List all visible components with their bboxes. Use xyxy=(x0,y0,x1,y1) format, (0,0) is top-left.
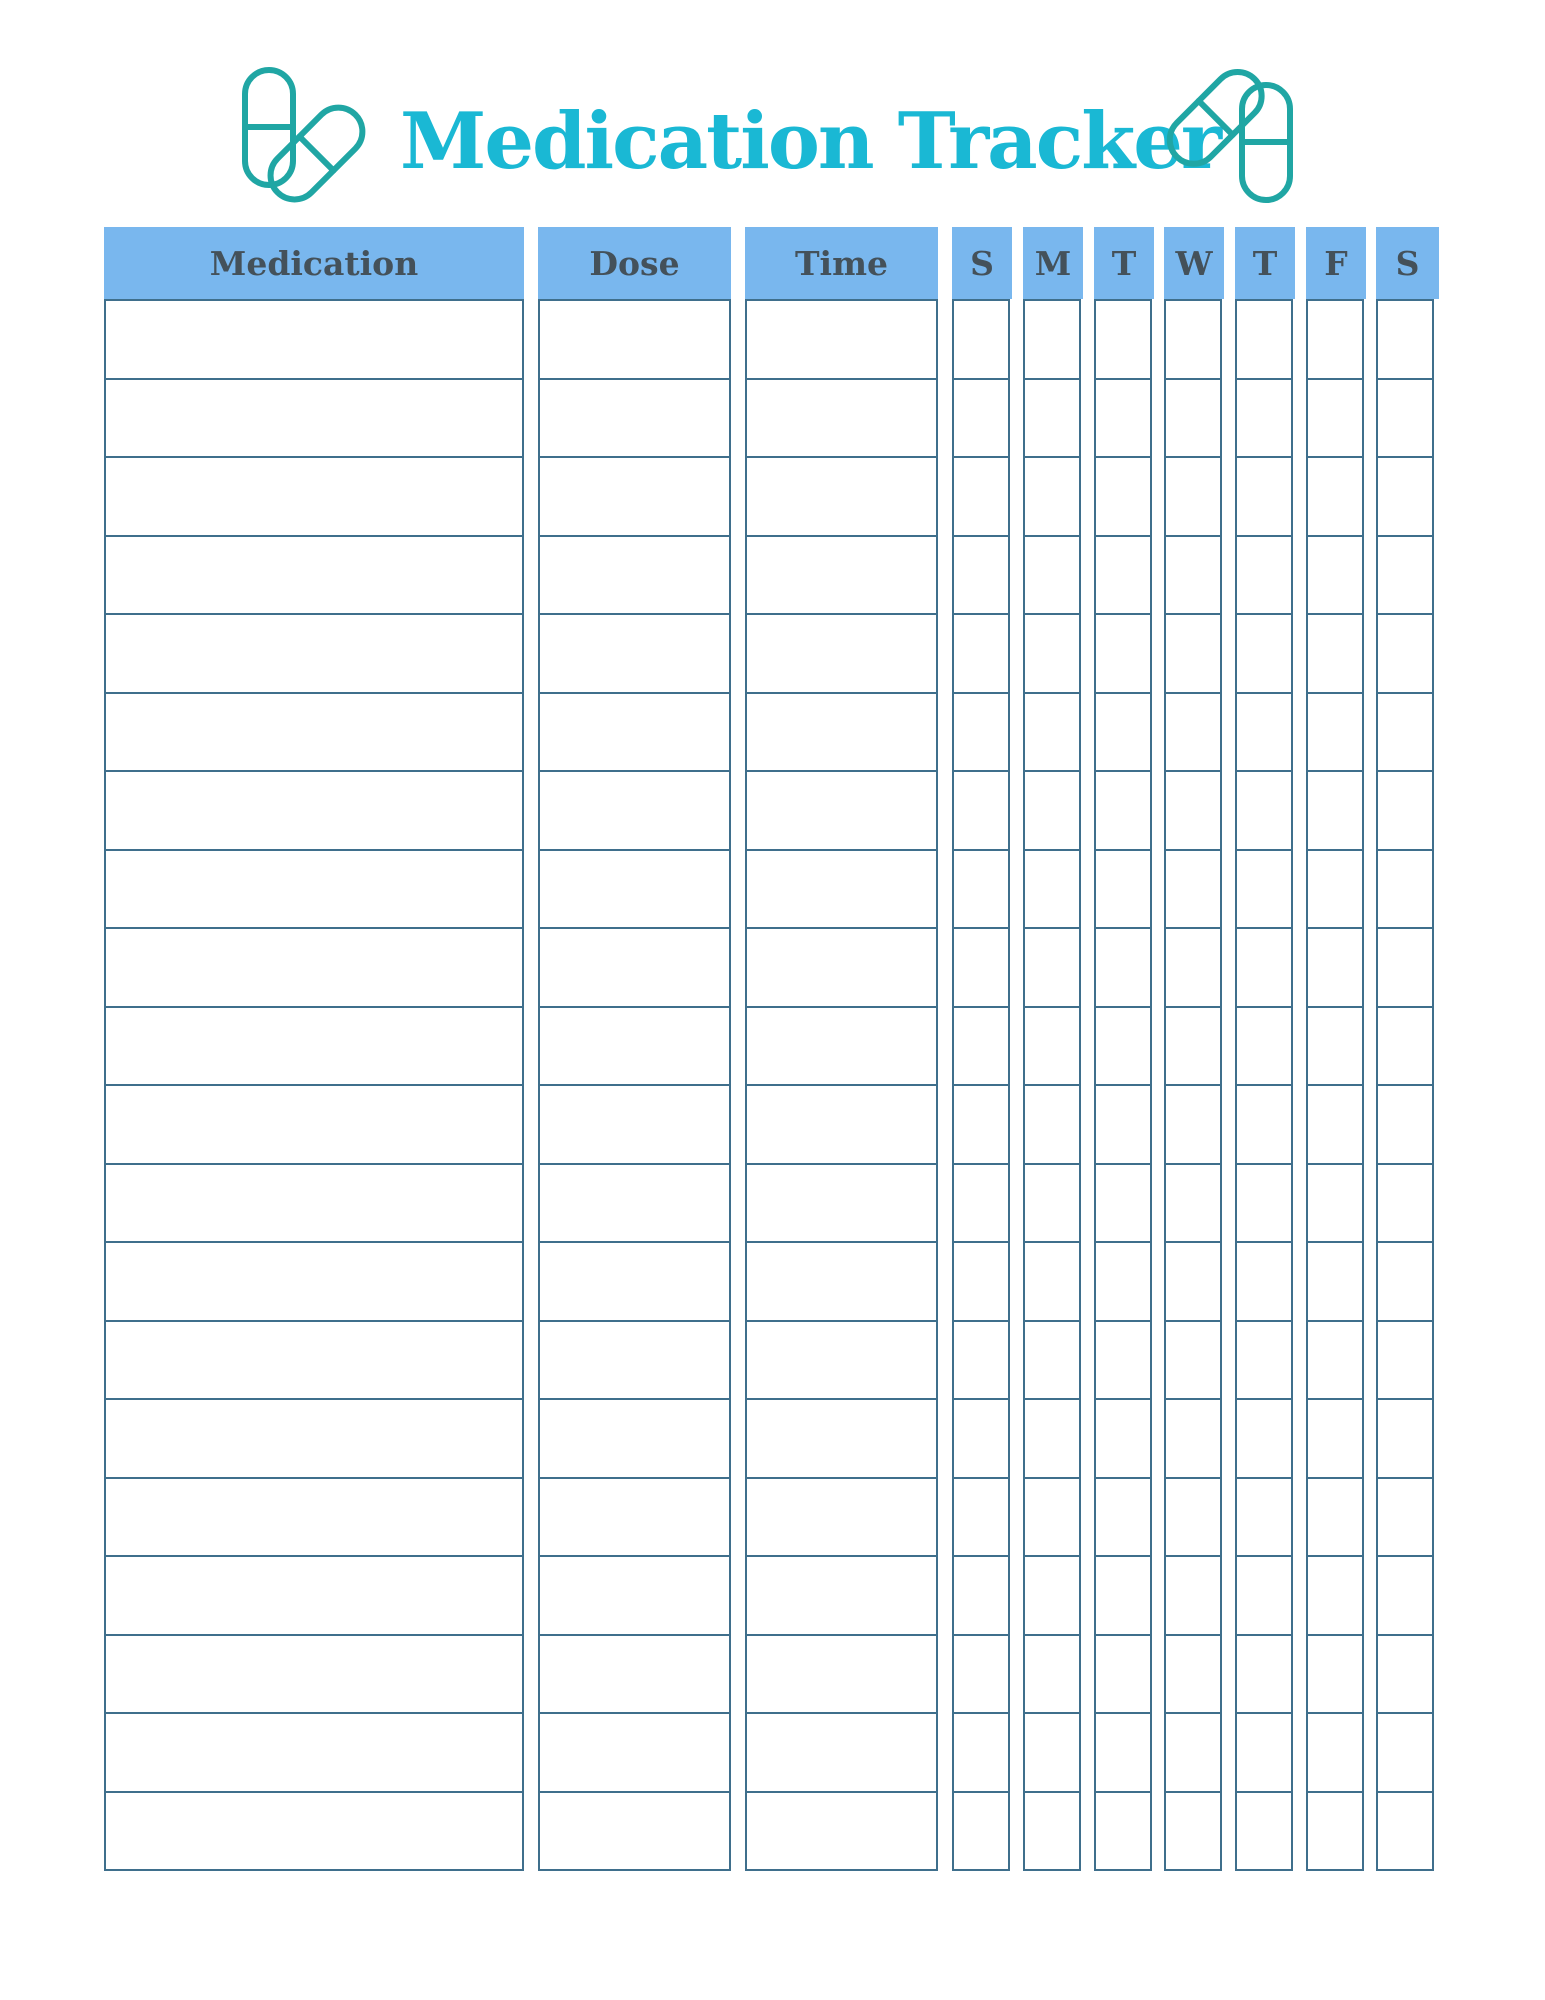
table-cell[interactable] xyxy=(540,1398,729,1477)
table-cell[interactable] xyxy=(1166,1084,1220,1163)
table-cell[interactable] xyxy=(106,770,522,849)
table-cell[interactable] xyxy=(954,692,1008,771)
table-cell[interactable] xyxy=(1308,1320,1362,1399)
table-cell[interactable] xyxy=(1166,1006,1220,1085)
table-cell[interactable] xyxy=(747,613,936,692)
table-cell[interactable] xyxy=(1308,299,1362,378)
table-cell[interactable] xyxy=(1378,299,1432,378)
table-cell[interactable] xyxy=(106,613,522,692)
table-cell[interactable] xyxy=(1378,1712,1432,1791)
table-cell[interactable] xyxy=(954,1006,1008,1085)
table-cell[interactable] xyxy=(1166,1163,1220,1242)
table-cell[interactable] xyxy=(540,692,729,771)
table-cell[interactable] xyxy=(1237,1398,1291,1477)
table-cell[interactable] xyxy=(747,1634,936,1713)
table-cell[interactable] xyxy=(1378,1320,1432,1399)
table-cell[interactable] xyxy=(106,1398,522,1477)
column-cells-wed xyxy=(1164,299,1222,1871)
table-cell[interactable] xyxy=(1096,770,1150,849)
table-cell[interactable] xyxy=(106,378,522,457)
column-cells-tue xyxy=(1094,299,1152,1871)
table-cell[interactable] xyxy=(540,1006,729,1085)
table-cell[interactable] xyxy=(1166,1712,1220,1791)
table-cell[interactable] xyxy=(540,1163,729,1242)
table-cell[interactable] xyxy=(954,613,1008,692)
table-cell[interactable] xyxy=(954,770,1008,849)
table-cell[interactable] xyxy=(747,692,936,771)
column-header-sat: S xyxy=(1376,227,1439,299)
table-cell[interactable] xyxy=(1025,1477,1079,1556)
table-cell[interactable] xyxy=(1308,1712,1362,1791)
table-cell[interactable] xyxy=(1378,849,1432,928)
table-cell[interactable] xyxy=(1166,927,1220,1006)
table-cell[interactable] xyxy=(1166,378,1220,457)
table-cell[interactable] xyxy=(1025,692,1079,771)
table-cell[interactable] xyxy=(1308,1241,1362,1320)
table-cell[interactable] xyxy=(1025,927,1079,1006)
table-cell[interactable] xyxy=(1096,1712,1150,1791)
column-cells-dose xyxy=(538,299,731,1871)
table-cell[interactable] xyxy=(1308,927,1362,1006)
table-cell[interactable] xyxy=(1025,299,1079,378)
table-cell[interactable] xyxy=(540,378,729,457)
table-cell[interactable] xyxy=(954,1320,1008,1399)
table-cell[interactable] xyxy=(106,692,522,771)
table-cell[interactable] xyxy=(1378,378,1432,457)
column-header-wed: W xyxy=(1164,227,1224,299)
table-cell[interactable] xyxy=(1025,1320,1079,1399)
table-cell[interactable] xyxy=(1025,849,1079,928)
column-cells-fri xyxy=(1306,299,1364,1871)
table-cell[interactable] xyxy=(1378,1555,1432,1634)
table-cell[interactable] xyxy=(747,770,936,849)
column-header-medication: Medication xyxy=(104,227,524,299)
table-cell[interactable] xyxy=(954,1712,1008,1791)
table-cell[interactable] xyxy=(106,1477,522,1556)
table-cell[interactable] xyxy=(1166,1320,1220,1399)
table-cell[interactable] xyxy=(106,1163,522,1242)
table-cell[interactable] xyxy=(1025,456,1079,535)
column-header-tue: T xyxy=(1094,227,1154,299)
column-header-thu: T xyxy=(1235,227,1295,299)
table-cell[interactable] xyxy=(747,535,936,614)
table-cell[interactable] xyxy=(954,456,1008,535)
table-cell[interactable] xyxy=(954,299,1008,378)
table-cell[interactable] xyxy=(1378,692,1432,771)
table-cell[interactable] xyxy=(1237,1555,1291,1634)
table-cell[interactable] xyxy=(1237,456,1291,535)
table-cell[interactable] xyxy=(540,1791,729,1870)
table-cell[interactable] xyxy=(1025,378,1079,457)
table-cell[interactable] xyxy=(540,299,729,378)
table-cell[interactable] xyxy=(747,849,936,928)
table-cell[interactable] xyxy=(1166,1477,1220,1556)
table-cell[interactable] xyxy=(1096,1006,1150,1085)
table-cell[interactable] xyxy=(747,1712,936,1791)
table-cell[interactable] xyxy=(1166,299,1220,378)
column-cells-sun xyxy=(952,299,1010,1871)
table-cell[interactable] xyxy=(1025,535,1079,614)
table-cell[interactable] xyxy=(1378,927,1432,1006)
table-cell[interactable] xyxy=(1308,770,1362,849)
table-cell[interactable] xyxy=(1166,1398,1220,1477)
column-header-fri: F xyxy=(1306,227,1366,299)
table-cell[interactable] xyxy=(1096,1241,1150,1320)
table-cell[interactable] xyxy=(540,456,729,535)
table-cell[interactable] xyxy=(1025,1163,1079,1242)
table-cell[interactable] xyxy=(1237,299,1291,378)
table-cell[interactable] xyxy=(106,299,522,378)
table-cell[interactable] xyxy=(747,1006,936,1085)
table-cell[interactable] xyxy=(954,1084,1008,1163)
table-cell[interactable] xyxy=(1166,456,1220,535)
table-cell[interactable] xyxy=(1308,1006,1362,1085)
table-cell[interactable] xyxy=(1025,1084,1079,1163)
table-cell[interactable] xyxy=(1308,1555,1362,1634)
table-cell[interactable] xyxy=(1025,1791,1079,1870)
table-cell[interactable] xyxy=(1237,1791,1291,1870)
table-cell[interactable] xyxy=(540,849,729,928)
table-cell[interactable] xyxy=(1237,927,1291,1006)
table-cell[interactable] xyxy=(1096,535,1150,614)
table-cell[interactable] xyxy=(747,927,936,1006)
table-cell[interactable] xyxy=(1308,1791,1362,1870)
column-cells-time xyxy=(745,299,938,1871)
table-cell[interactable] xyxy=(1237,1006,1291,1085)
table-cell[interactable] xyxy=(1166,1241,1220,1320)
table-cell[interactable] xyxy=(106,1006,522,1085)
table-cell[interactable] xyxy=(106,1555,522,1634)
table-cell[interactable] xyxy=(1308,692,1362,771)
table-cell[interactable] xyxy=(1237,535,1291,614)
table-cell[interactable] xyxy=(954,1555,1008,1634)
table-cell[interactable] xyxy=(540,770,729,849)
table-cell[interactable] xyxy=(1096,1398,1150,1477)
table-cell[interactable] xyxy=(1166,849,1220,928)
pill-right-icon xyxy=(1160,65,1300,205)
table-cell[interactable] xyxy=(1237,1084,1291,1163)
table-cell[interactable] xyxy=(747,1791,936,1870)
table-cell[interactable] xyxy=(540,927,729,1006)
table-cell[interactable] xyxy=(954,1477,1008,1556)
table-cell[interactable] xyxy=(1096,1791,1150,1870)
table-cell[interactable] xyxy=(1237,770,1291,849)
column-cells-mon xyxy=(1023,299,1081,1871)
table-cell[interactable] xyxy=(1096,849,1150,928)
table-cell[interactable] xyxy=(1166,1555,1220,1634)
table-cell[interactable] xyxy=(1096,692,1150,771)
table-cell[interactable] xyxy=(1096,1084,1150,1163)
table-cell[interactable] xyxy=(1025,1555,1079,1634)
table-cell[interactable] xyxy=(1096,927,1150,1006)
column-header-mon: M xyxy=(1023,227,1083,299)
table-cell[interactable] xyxy=(954,535,1008,614)
table-cell[interactable] xyxy=(1096,613,1150,692)
table-cell[interactable] xyxy=(747,299,936,378)
table-cell[interactable] xyxy=(106,535,522,614)
table-cell[interactable] xyxy=(954,1634,1008,1713)
table-cell[interactable] xyxy=(1378,1634,1432,1713)
table-cell[interactable] xyxy=(1096,1477,1150,1556)
column-cells-thu xyxy=(1235,299,1293,1871)
table-cell[interactable] xyxy=(106,456,522,535)
table-cell[interactable] xyxy=(1237,378,1291,457)
table-cell[interactable] xyxy=(106,1241,522,1320)
table-cell[interactable] xyxy=(1237,692,1291,771)
column-header-dose: Dose xyxy=(538,227,731,299)
table-cell[interactable] xyxy=(106,849,522,928)
table-cell[interactable] xyxy=(1096,1320,1150,1399)
table-cell[interactable] xyxy=(747,456,936,535)
table-cell[interactable] xyxy=(954,1163,1008,1242)
table-cell[interactable] xyxy=(1096,456,1150,535)
table-cell[interactable] xyxy=(1378,1477,1432,1556)
table-cell[interactable] xyxy=(1378,613,1432,692)
table-cell[interactable] xyxy=(1378,1398,1432,1477)
table-cell[interactable] xyxy=(1237,1634,1291,1713)
table-cell[interactable] xyxy=(747,1163,936,1242)
column-header-sun: S xyxy=(952,227,1012,299)
table-cell[interactable] xyxy=(540,535,729,614)
table-cell[interactable] xyxy=(1237,849,1291,928)
page-title: Medication Tracker xyxy=(400,96,1220,187)
table-cell[interactable] xyxy=(954,1398,1008,1477)
table-cell[interactable] xyxy=(1237,613,1291,692)
table-cell[interactable] xyxy=(1096,299,1150,378)
table-cell[interactable] xyxy=(954,1241,1008,1320)
table-cell[interactable] xyxy=(1025,1398,1079,1477)
table-cell[interactable] xyxy=(1096,1634,1150,1713)
table-cell[interactable] xyxy=(954,927,1008,1006)
table-cell[interactable] xyxy=(1025,1006,1079,1085)
table-cell[interactable] xyxy=(1308,1163,1362,1242)
table-cell[interactable] xyxy=(1025,613,1079,692)
table-cell[interactable] xyxy=(747,378,936,457)
table-cell[interactable] xyxy=(1378,1791,1432,1870)
table-cell[interactable] xyxy=(747,1477,936,1556)
table-cell[interactable] xyxy=(540,613,729,692)
table-cell[interactable] xyxy=(954,849,1008,928)
table-cell[interactable] xyxy=(1096,1163,1150,1242)
table-cell[interactable] xyxy=(1025,1241,1079,1320)
table-cell[interactable] xyxy=(1378,1241,1432,1320)
table-cell[interactable] xyxy=(954,1791,1008,1870)
table-cell[interactable] xyxy=(1308,1634,1362,1713)
table-cell[interactable] xyxy=(1308,1084,1362,1163)
table-cell[interactable] xyxy=(540,1320,729,1399)
pill-left-icon xyxy=(235,65,375,205)
table-cell[interactable] xyxy=(1237,1241,1291,1320)
table-cell[interactable] xyxy=(747,1241,936,1320)
column-header-time: Time xyxy=(745,227,938,299)
table-cell[interactable] xyxy=(747,1398,936,1477)
table-cell[interactable] xyxy=(106,1634,522,1713)
table-cell[interactable] xyxy=(1237,1712,1291,1791)
table-cell[interactable] xyxy=(1378,1006,1432,1085)
table-cell[interactable] xyxy=(1237,1320,1291,1399)
table-cell[interactable] xyxy=(747,1320,936,1399)
table-cell[interactable] xyxy=(540,1477,729,1556)
table-cell[interactable] xyxy=(1166,692,1220,771)
table-cell[interactable] xyxy=(1378,456,1432,535)
table-cell[interactable] xyxy=(540,1712,729,1791)
table-cell[interactable] xyxy=(106,1084,522,1163)
table-cell[interactable] xyxy=(106,1791,522,1870)
table-cell[interactable] xyxy=(1025,1634,1079,1713)
column-cells-sat xyxy=(1376,299,1434,1871)
table-cell[interactable] xyxy=(1096,1555,1150,1634)
table-cell[interactable] xyxy=(1378,1163,1432,1242)
table-cell[interactable] xyxy=(1096,378,1150,457)
table-cell[interactable] xyxy=(1308,1398,1362,1477)
table-cell[interactable] xyxy=(1025,1712,1079,1791)
table-cell[interactable] xyxy=(1166,770,1220,849)
table-cell[interactable] xyxy=(1378,535,1432,614)
header xyxy=(0,55,1545,215)
table-cell[interactable] xyxy=(1308,378,1362,457)
table-cell[interactable] xyxy=(1166,1634,1220,1713)
table-cell[interactable] xyxy=(1308,1477,1362,1556)
table-cell[interactable] xyxy=(1308,535,1362,614)
table-cell[interactable] xyxy=(747,1084,936,1163)
table-cell[interactable] xyxy=(1308,849,1362,928)
table-cell[interactable] xyxy=(1237,1477,1291,1556)
table-cell[interactable] xyxy=(540,1241,729,1320)
table-cell[interactable] xyxy=(954,378,1008,457)
table-cell[interactable] xyxy=(106,927,522,1006)
table-cell[interactable] xyxy=(1166,535,1220,614)
table-cell[interactable] xyxy=(106,1712,522,1791)
table-cell[interactable] xyxy=(540,1634,729,1713)
table-cell[interactable] xyxy=(1308,456,1362,535)
table-cell[interactable] xyxy=(1378,770,1432,849)
table-cell[interactable] xyxy=(1166,613,1220,692)
table-cell[interactable] xyxy=(1237,1163,1291,1242)
table-cell[interactable] xyxy=(106,1320,522,1399)
table-cell[interactable] xyxy=(747,1555,936,1634)
column-cells-medication xyxy=(104,299,524,1871)
table-cell[interactable] xyxy=(540,1084,729,1163)
table-cell[interactable] xyxy=(1025,770,1079,849)
table-cell[interactable] xyxy=(540,1555,729,1634)
table-cell[interactable] xyxy=(1308,613,1362,692)
table-cell[interactable] xyxy=(1166,1791,1220,1870)
table-cell[interactable] xyxy=(1378,1084,1432,1163)
